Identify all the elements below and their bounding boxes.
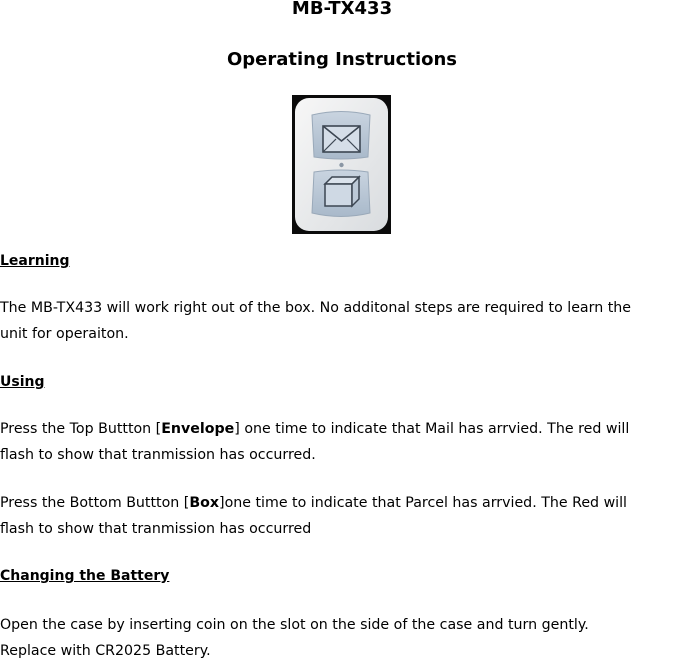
using-envelope-pre: Press the Top Buttton [: [0, 421, 162, 437]
using-envelope-post: ] one time to indicate that Mail has arrvied. The red will: [234, 421, 630, 437]
learning-line-1: The MB-TX433 will work right out of the box. No additonal steps are required to learn the: [0, 300, 631, 316]
section-heading-battery: Changing the Battery: [0, 568, 170, 584]
indicator-led: [339, 163, 343, 167]
battery-line-2: Replace with CR2025 Battery.: [0, 643, 211, 659]
device-image: [292, 95, 391, 234]
using-envelope-line-2: flash to show that tranmission has occurred.: [0, 447, 316, 463]
using-paragraph-envelope: [0, 416, 684, 468]
using-box-line-1: [0, 490, 684, 516]
document-title: MB-TX433: [291, 0, 393, 19]
battery-line-1: Open the case by inserting coin on the slot on the side of the case and turn gently.: [0, 617, 589, 633]
using-box-post: ]one time to indicate that Parcel has arrvied. The Red will: [219, 495, 627, 511]
learning-line-2: unit for operaiton.: [0, 326, 129, 342]
box-button-label: Box: [189, 495, 220, 511]
box-icon: [325, 177, 359, 206]
document-subtitle: Operating Instructions: [226, 49, 458, 70]
section-heading-learning: Learning: [0, 253, 70, 269]
battery-paragraph: [0, 612, 684, 664]
envelope-button-label: Envelope: [161, 421, 235, 437]
learning-paragraph: [0, 295, 684, 347]
device-illustration: [292, 95, 391, 234]
section-heading-using: Using: [0, 374, 45, 390]
using-box-pre: Press the Bottom Buttton [: [0, 495, 190, 511]
envelope-icon: [323, 126, 360, 152]
using-envelope-line-1: [0, 416, 684, 442]
using-box-line-2: flash to show that tranmission has occurred: [0, 521, 312, 537]
using-paragraph-box: [0, 490, 684, 542]
